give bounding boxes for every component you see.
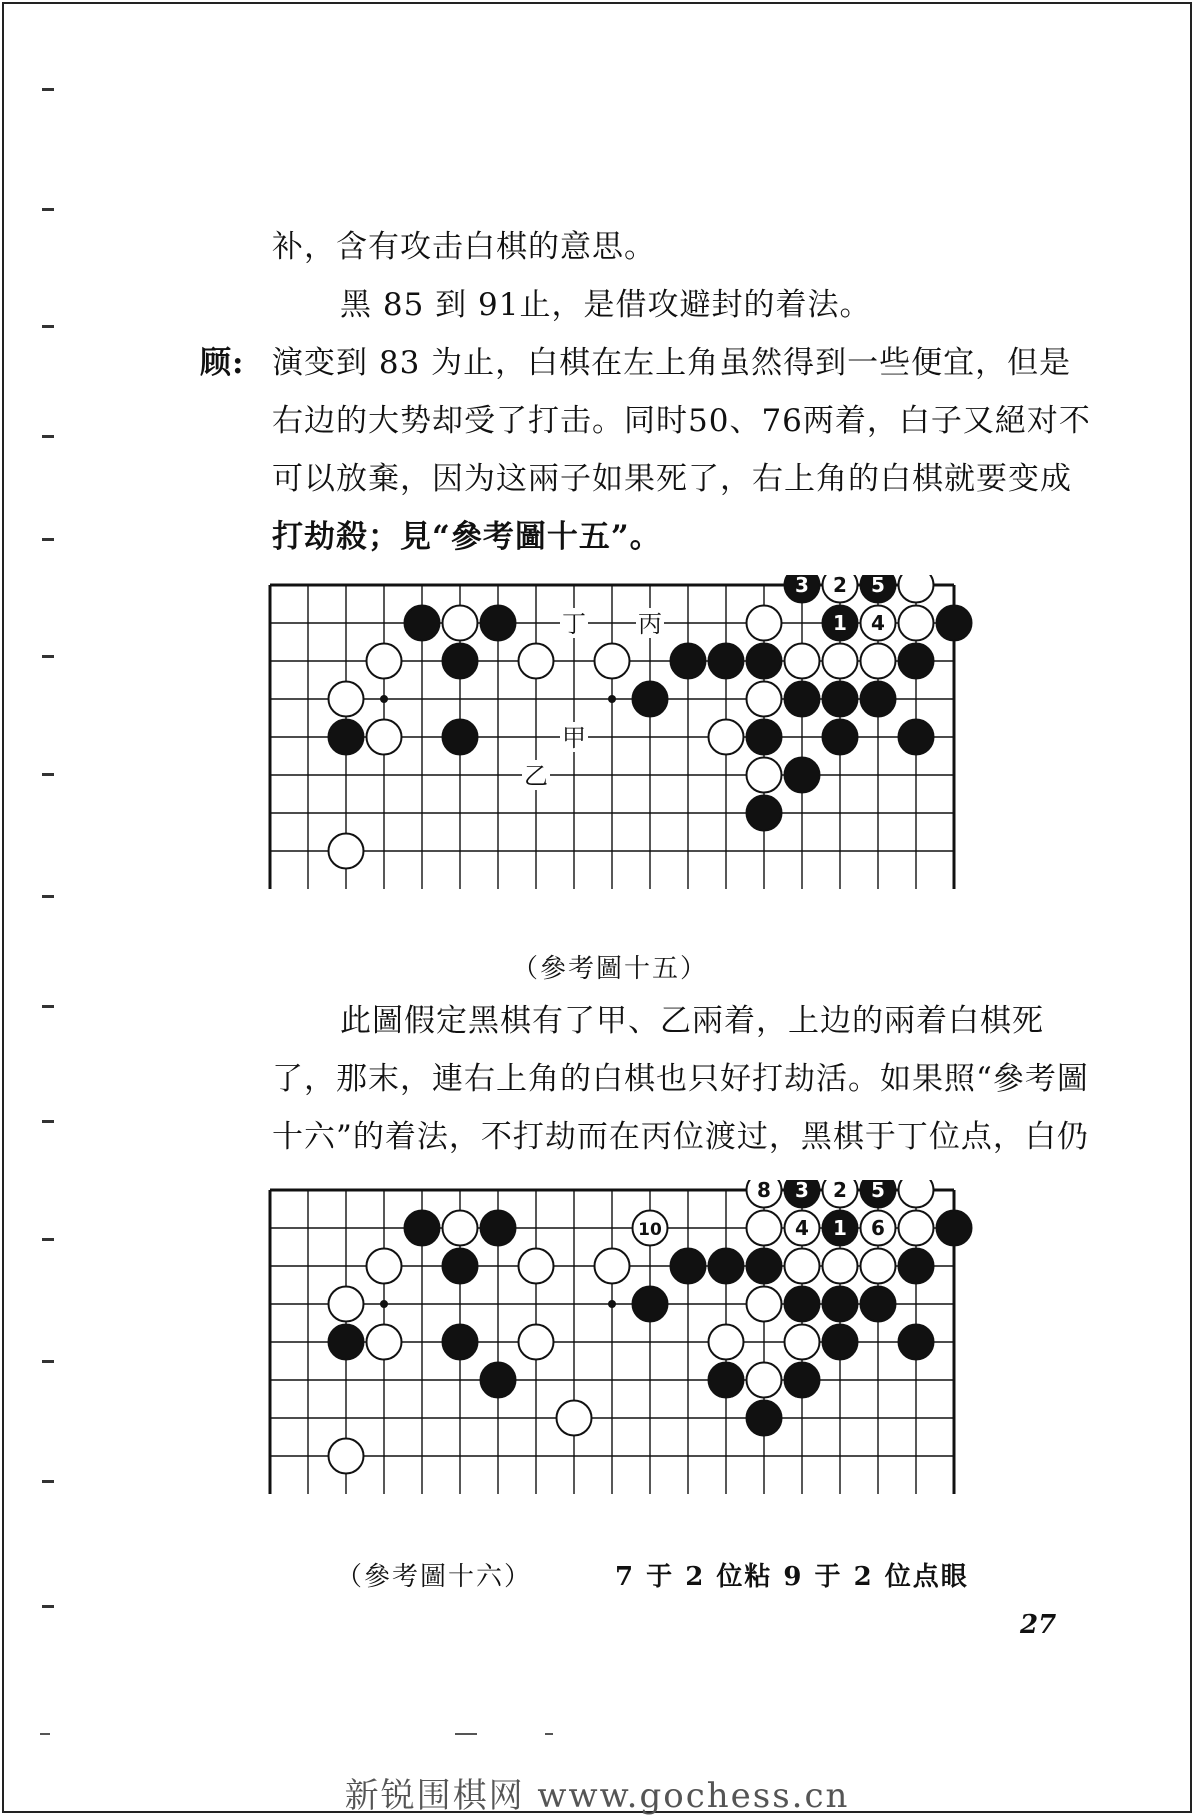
black-stone <box>823 1287 858 1322</box>
white-stone <box>709 1325 744 1360</box>
star-point <box>380 1300 388 1308</box>
margin-tick <box>42 325 54 328</box>
white-stone <box>443 1211 478 1246</box>
text-line: 了，那末，連右上角的白棋也只好打劫活。如果照“參考圖 <box>272 1061 1089 1097</box>
black-stone <box>709 1363 744 1398</box>
black-stone <box>861 1287 896 1322</box>
scan-mark <box>455 1733 477 1735</box>
black-stone <box>899 644 934 679</box>
white-stone <box>823 1249 858 1284</box>
black-stone <box>671 1249 706 1284</box>
black-stone <box>785 758 820 793</box>
white-stone <box>595 1249 630 1284</box>
black-stone <box>633 1287 668 1322</box>
site-url[interactable]: www.gochess.cn <box>537 1776 850 1816</box>
black-stone <box>671 644 706 679</box>
margin-tick <box>42 1005 54 1008</box>
text-line: 右边的大势却受了打击。同时50、76两着，白子又絕对不 <box>272 403 1091 439</box>
black-stone <box>329 1325 364 1360</box>
black-stone <box>481 606 516 641</box>
black-stone <box>329 720 364 755</box>
white-stone <box>823 644 858 679</box>
black-stone <box>937 1211 972 1246</box>
text-line: 打劫殺；見“參考圖十五”。 <box>272 519 662 555</box>
white-stone <box>861 1249 896 1284</box>
black-stone <box>443 644 478 679</box>
white-stone <box>329 1287 364 1322</box>
point-label: 丁 <box>562 610 586 638</box>
scan-mark <box>40 1733 50 1735</box>
margin-tick <box>42 538 54 541</box>
move-number: 4 <box>795 1216 809 1240</box>
move-number: 3 <box>795 1180 809 1202</box>
text-line: 此圖假定黑棋有了甲、乙兩着，上边的兩着白棋死 <box>340 1003 1044 1039</box>
commentary-label: 顾: <box>200 345 245 381</box>
black-stone <box>747 1401 782 1436</box>
page-number: 27 <box>1020 1610 1057 1640</box>
black-stone <box>405 606 440 641</box>
margin-tick <box>42 655 54 658</box>
go-diagram-15 <box>260 575 1070 935</box>
margin-tick <box>42 435 54 438</box>
point-label: 丙 <box>638 610 662 638</box>
white-stone <box>747 758 782 793</box>
black-stone <box>443 1249 478 1284</box>
move-number: 1 <box>833 611 847 635</box>
margin-tick <box>42 1238 54 1241</box>
white-stone <box>329 834 364 869</box>
white-stone <box>519 1249 554 1284</box>
diagram-note: 7 于 2 位粘 9 于 2 位点眼 <box>615 1562 969 1592</box>
go-diagram-16 <box>260 1180 1070 1540</box>
move-number: 2 <box>833 1180 847 1202</box>
black-stone <box>937 606 972 641</box>
white-stone <box>747 1363 782 1398</box>
move-number: 10 <box>638 1220 662 1240</box>
margin-tick <box>42 1120 54 1123</box>
white-stone <box>747 682 782 717</box>
black-stone <box>785 1287 820 1322</box>
white-stone <box>747 1287 782 1322</box>
black-stone <box>709 1249 744 1284</box>
white-stone <box>329 682 364 717</box>
star-point <box>608 1300 616 1308</box>
margin-tick <box>42 895 54 898</box>
white-stone <box>367 720 402 755</box>
white-stone <box>899 1211 934 1246</box>
text-line: 演变到 83 为止，白棋在左上角虽然得到一些便宜，但是 <box>272 345 1072 381</box>
black-stone <box>405 1211 440 1246</box>
white-stone <box>899 606 934 641</box>
black-stone <box>823 1325 858 1360</box>
black-stone <box>861 682 896 717</box>
black-stone <box>785 1363 820 1398</box>
scan-mark <box>545 1733 553 1735</box>
black-stone <box>747 796 782 831</box>
move-number: 2 <box>833 575 847 597</box>
white-stone <box>709 720 744 755</box>
black-stone <box>481 1363 516 1398</box>
watermark-footer <box>0 1768 1194 1817</box>
black-stone <box>481 1211 516 1246</box>
point-label: 甲 <box>562 724 586 752</box>
black-stone <box>785 682 820 717</box>
text-line: 黑 85 到 91止，是借攻避封的着法。 <box>340 287 872 323</box>
margin-tick <box>42 1605 54 1608</box>
move-number: 4 <box>871 611 885 635</box>
margin-tick <box>42 88 54 91</box>
site-name: 新锐围棋网 <box>344 1776 525 1816</box>
black-stone <box>747 1249 782 1284</box>
white-stone <box>899 575 934 603</box>
margin-tick <box>42 208 54 211</box>
white-stone <box>899 1180 934 1208</box>
black-stone <box>899 1249 934 1284</box>
black-stone <box>443 720 478 755</box>
diagram-caption: （參考圖十六） <box>336 1562 533 1592</box>
white-stone <box>367 1249 402 1284</box>
white-stone <box>329 1439 364 1474</box>
black-stone <box>823 720 858 755</box>
star-point <box>380 695 388 703</box>
move-number: 8 <box>757 1180 771 1202</box>
black-stone <box>899 720 934 755</box>
white-stone <box>861 644 896 679</box>
white-stone <box>519 1325 554 1360</box>
white-stone <box>367 1325 402 1360</box>
black-stone <box>709 644 744 679</box>
move-number: 6 <box>871 1216 885 1240</box>
black-stone <box>823 682 858 717</box>
white-stone <box>747 606 782 641</box>
point-label: 乙 <box>524 762 548 790</box>
margin-tick <box>42 773 54 776</box>
white-stone <box>785 644 820 679</box>
margin-tick <box>42 1480 54 1483</box>
move-number: 3 <box>795 575 809 597</box>
black-stone <box>899 1325 934 1360</box>
white-stone <box>785 1249 820 1284</box>
white-stone <box>443 606 478 641</box>
move-number: 5 <box>871 1180 885 1202</box>
white-stone <box>747 1211 782 1246</box>
text-line: 十六”的着法，不打劫而在丙位渡过，黑棋于丁位点，白仍 <box>272 1119 1089 1155</box>
black-stone <box>747 644 782 679</box>
diagram-caption: （參考圖十五） <box>512 954 709 984</box>
move-number: 1 <box>833 1216 847 1240</box>
text-line: 补，含有攻击白棋的意思。 <box>272 229 656 265</box>
margin-tick <box>42 1360 54 1363</box>
white-stone <box>519 644 554 679</box>
black-stone <box>443 1325 478 1360</box>
move-number: 5 <box>871 575 885 597</box>
white-stone <box>557 1401 592 1436</box>
white-stone <box>785 1325 820 1360</box>
text-line: 可以放棄，因为这兩子如果死了，右上角的白棋就要变成 <box>272 461 1072 497</box>
white-stone <box>367 644 402 679</box>
star-point <box>608 695 616 703</box>
black-stone <box>633 682 668 717</box>
white-stone <box>595 644 630 679</box>
black-stone <box>747 720 782 755</box>
